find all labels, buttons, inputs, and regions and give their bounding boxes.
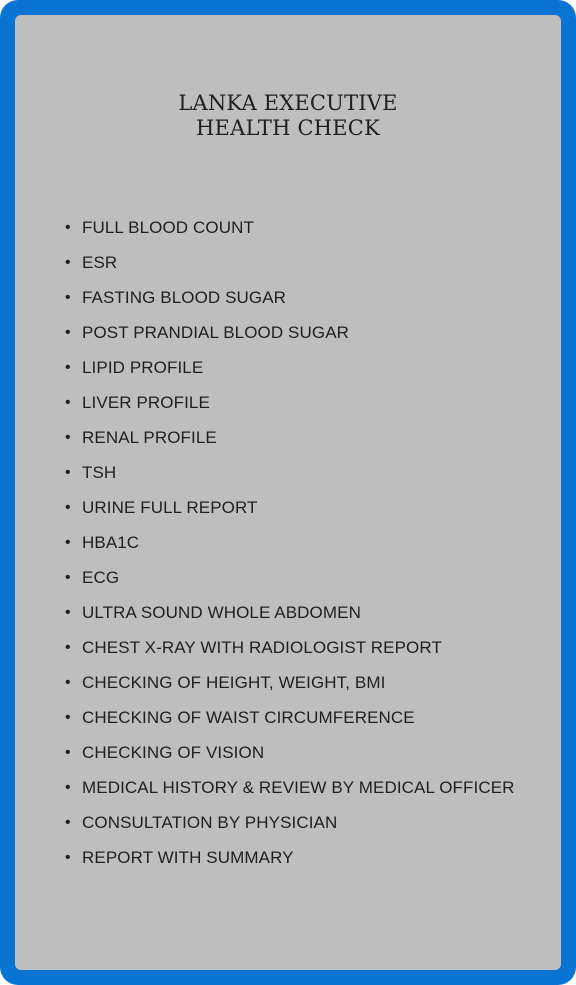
list-item-label: LIVER PROFILE <box>82 392 210 412</box>
list-item <box>65 420 515 455</box>
list-item-label: CHEST X-RAY WITH RADIOLOGIST REPORT <box>82 637 442 657</box>
list-item-label: ULTRA SOUND WHOLE ABDOMEN <box>82 602 361 622</box>
list-item <box>65 525 515 560</box>
list-item <box>65 805 515 840</box>
list-item <box>65 560 515 595</box>
list-item <box>65 455 515 490</box>
bullet-icon: • <box>65 358 71 376</box>
bullet-icon: • <box>65 848 71 866</box>
bullet-icon: • <box>65 638 71 656</box>
list-item-label: FULL BLOOD COUNT <box>82 217 254 237</box>
bullet-icon: • <box>65 428 71 446</box>
bullet-icon: • <box>65 323 71 341</box>
card-panel <box>15 15 561 970</box>
list-item <box>65 245 515 280</box>
package-title <box>15 91 561 141</box>
test-list <box>65 210 515 875</box>
bullet-icon: • <box>65 603 71 621</box>
bullet-icon: • <box>65 498 71 516</box>
list-item-label: CHECKING OF WAIST CIRCUMFERENCE <box>82 707 415 727</box>
list-item <box>65 735 515 770</box>
bullet-icon: • <box>65 708 71 726</box>
list-item-label: TSH <box>82 462 117 482</box>
list-item-label: REPORT WITH SUMMARY <box>82 847 294 867</box>
list-item-label: CHECKING OF HEIGHT, WEIGHT, BMI <box>82 672 386 692</box>
list-item <box>65 770 515 805</box>
package-title-line-1: LANKA EXECUTIVE <box>178 91 398 115</box>
list-item <box>65 385 515 420</box>
list-item <box>65 630 515 665</box>
list-item-label: URINE FULL REPORT <box>82 497 258 517</box>
list-item-label: HBA1C <box>82 532 140 552</box>
list-item <box>65 210 515 245</box>
list-item <box>65 840 515 875</box>
bullet-icon: • <box>65 743 71 761</box>
list-item-label: ECG <box>82 567 120 587</box>
list-item-label: FASTING BLOOD SUGAR <box>82 287 287 307</box>
list-item-label: MEDICAL HISTORY & REVIEW BY MEDICAL OFFICER <box>82 777 515 797</box>
list-item-label: ESR <box>82 252 118 272</box>
list-item <box>65 700 515 735</box>
bullet-icon: • <box>65 393 71 411</box>
bullet-icon: • <box>65 568 71 586</box>
list-item-label: CONSULTATION BY PHYSICIAN <box>82 812 338 832</box>
package-title-line-2: HEALTH CHECK <box>196 116 380 140</box>
bullet-icon: • <box>65 533 71 551</box>
bullet-icon: • <box>65 813 71 831</box>
bullet-icon: • <box>65 463 71 481</box>
list-item <box>65 490 515 525</box>
list-item <box>65 665 515 700</box>
list-item <box>65 315 515 350</box>
list-item <box>65 350 515 385</box>
list-item <box>65 595 515 630</box>
list-item-label: CHECKING OF VISION <box>82 742 265 762</box>
bullet-icon: • <box>65 288 71 306</box>
bullet-icon: • <box>65 673 71 691</box>
list-item-label: POST PRANDIAL BLOOD SUGAR <box>82 322 350 342</box>
list-item-label: LIPID PROFILE <box>82 357 204 377</box>
bullet-icon: • <box>65 218 71 236</box>
bullet-icon: • <box>65 253 71 271</box>
list-item-label: RENAL PROFILE <box>82 427 217 447</box>
bullet-icon: • <box>65 778 71 796</box>
list-item <box>65 280 515 315</box>
